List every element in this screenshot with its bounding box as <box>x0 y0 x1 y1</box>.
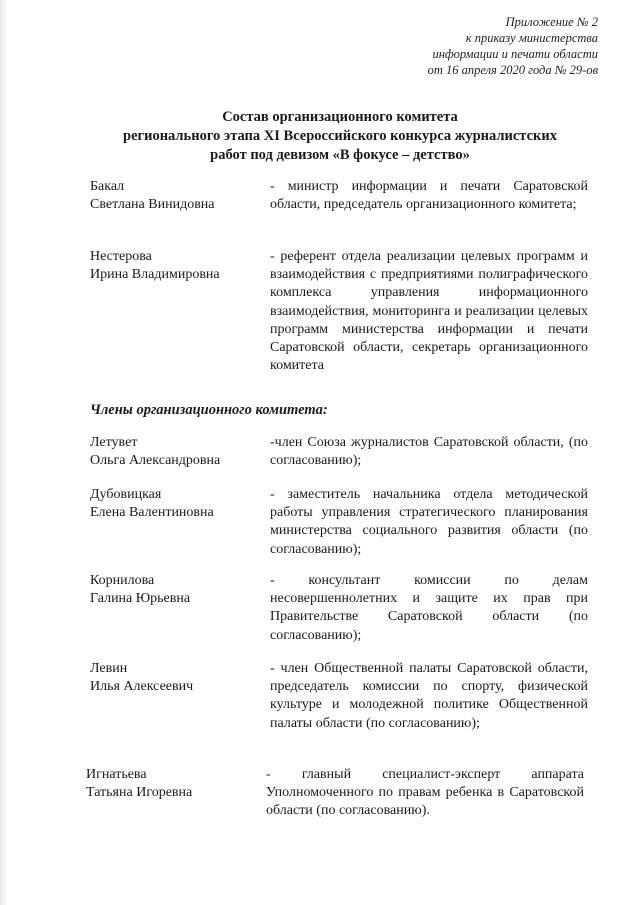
person-surname: Бакал <box>90 179 125 194</box>
title-line-1: Состав организационного комитета <box>222 109 458 125</box>
annex-line-2: к приказу министерства <box>465 31 598 45</box>
person-name <box>90 486 265 522</box>
person-given-name: Светлана Винидовна <box>90 197 215 213</box>
person-name <box>86 766 261 802</box>
person-given-name: Ольга Александровна <box>90 453 221 469</box>
members-heading: Члены организационного комитета: <box>90 402 328 418</box>
document-title <box>80 108 600 165</box>
person-name <box>90 434 265 470</box>
title-line-3: работ под девизом «В фокусе – детство» <box>210 147 470 163</box>
annex-header <box>428 14 598 78</box>
annex-line-3: информации и печати области <box>432 47 598 61</box>
person-given-name: Илья Алексеевич <box>90 679 194 695</box>
person-role: - министр информации и печати Саратовской области, председатель организационного комитета; <box>270 179 588 213</box>
person-name <box>90 572 265 608</box>
person-surname: Корнилова <box>90 573 155 588</box>
person-role: -член Союза журналистов Саратовской области, (по согласованию); <box>270 435 588 469</box>
person-name <box>90 660 265 696</box>
person-role: - референт отдела реализации целевых программ и взаимодействия с предприятиями полиграфического комплекса управления информационного взаимодействия, мониторинга и реализации целевых программ министерства информации и печати Саратовской области, секретарь организационного комитета <box>270 249 588 374</box>
person-surname: Дубовицкая <box>90 487 162 502</box>
person-surname: Нестерова <box>90 249 152 264</box>
person-role: - консультант комиссии по делам несовершеннолетних и защите их прав при Правительстве Саратовской области (по согласованию); <box>270 573 588 643</box>
annex-line-4: от 16 апреля 2020 года № 29-ов <box>427 63 598 77</box>
person-role: - член Общественной палаты Саратовской области, председатель комиссии по спорту, физической культуре и молодежной политике Общественной палаты области (по согласованию); <box>270 661 588 731</box>
person-given-name: Елена Валентиновна <box>90 505 214 521</box>
person-role: - заместитель начальника отдела методической работы управления стратегического планирования министерства социального развития области (по согласованию); <box>270 487 588 557</box>
title-line-2: регионального этапа XI Всероссийского конкурса журналистских <box>123 128 557 144</box>
annex-line-1: Приложение № 2 <box>505 15 598 29</box>
person-name <box>90 178 265 214</box>
person-given-name: Галина Юрьевна <box>90 591 191 607</box>
person-surname: Игнатьева <box>86 767 147 782</box>
person-name <box>90 248 265 284</box>
person-surname: Левин <box>90 661 128 676</box>
person-given-name: Ирина Владимировна <box>90 267 220 283</box>
scan-edge-shadow <box>0 0 8 905</box>
person-surname: Летувет <box>90 435 138 450</box>
person-role: - главный специалист-эксперт аппарата Уполномоченного по правам ребенка в Саратовской области (по согласованию). <box>266 767 584 819</box>
person-given-name: Татьяна Игоревна <box>86 785 193 801</box>
